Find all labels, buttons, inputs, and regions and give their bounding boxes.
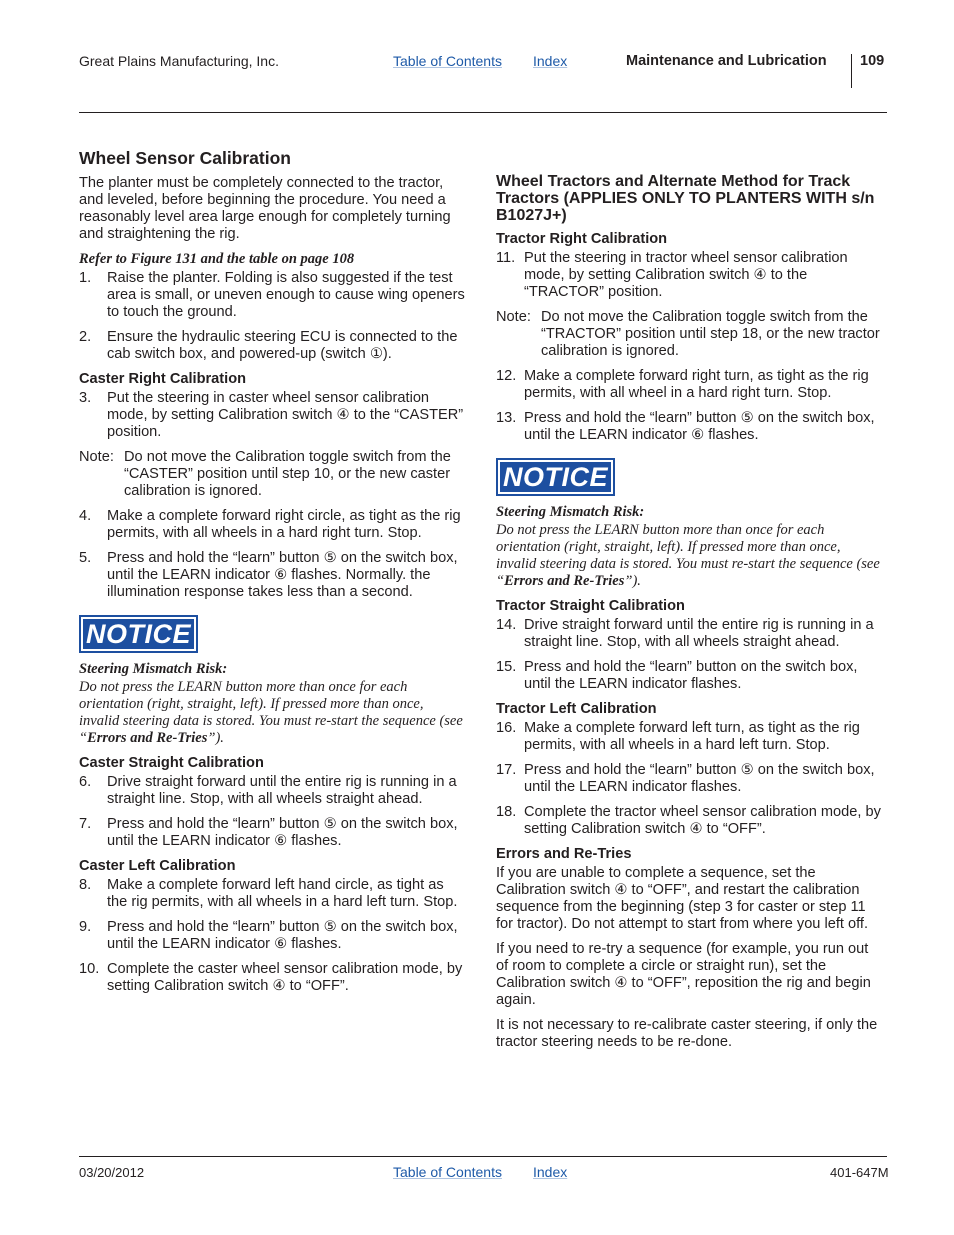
step-number: 6. [79,774,92,790]
notice-text: Do not press the LEARN button more than once for each orientation (right, straight, left). If pressed more than once, invalid steering data is stored. You must re-start the sequence (see “ [496,522,880,589]
step-text: Press and hold the “learn” button on the switch box, until the LEARN indicator flashes. [524,659,858,692]
step-number: 8. [79,877,92,893]
tractor-straight-heading: Tractor Straight Calibration [496,598,685,614]
step-item [496,762,884,796]
step-number: 7. [79,816,92,832]
page-number: 109 [860,53,885,69]
step-text: Complete the caster wheel sensor calibration mode, by setting Calibration switch ④ to “OFF”. [107,961,463,994]
step-item [79,877,467,911]
section-title: Maintenance and Lubrication [626,53,827,69]
step-number: 10. [79,961,100,977]
step-text: Make a complete forward right turn, as tight as the rig permits, with all wheel in a hard right turn. Stop. [524,368,869,401]
step-number: 5. [79,550,92,566]
errors-reference: Errors and Re-Tries [504,573,625,589]
index-link[interactable]: Index [533,53,568,69]
document-number: 401-647M [830,1165,889,1180]
caster-straight-heading: Caster Straight Calibration [79,755,264,771]
step-number: 3. [79,390,92,406]
step-text: Make a complete forward right circle, as tight as the rig permits, with all wheels in a hard right turn. Stop. [107,508,461,541]
table-of-contents-link[interactable]: Table of Contents [393,53,502,69]
step-text: Press and hold the “learn” button ⑤ on the switch box, until the LEARN indicator ⑥ flashes. Normally. the illumination response takes less than a second. [107,550,458,600]
figure-reference: Refer to Figure 131 and the table on page 108 [79,251,355,267]
left-column [79,148,467,1003]
step-item [496,659,884,693]
errors-paragraph: If you are unable to complete a sequence, set the Calibration switch ④ to “OFF”, and restart the calibration sequence from the beginning (step 3 for caster or step 11 for tractor). Do not attempt to start from where you left off. [496,865,869,932]
notice-badge: NOTICE [496,458,615,496]
note-text: Do not move the Calibration toggle switch from the “CASTER” position until step 10, or the new caster calibration is ignored. [124,449,451,499]
notice-text-end: ”). [624,573,641,589]
step-text: Complete the tractor wheel sensor calibration mode, by setting Calibration switch ④ to “OFF”. [524,804,881,837]
step-number: 17. [496,762,517,778]
step-number: 1. [79,270,92,286]
step-text: Drive straight forward until the entire rig is running in a straight line. Stop, with all wheels straight ahead. [524,617,874,650]
note [79,449,467,500]
step-text: Put the steering in caster wheel sensor calibration mode, by setting Calibration switch ④ to the “CASTER” position. [107,390,464,440]
step-item [496,410,884,444]
notice-badge: NOTICE [79,615,198,653]
note-label: Note: [79,449,114,465]
note-text: Do not move the Calibration toggle switch from the “TRACTOR” position until step 18, or the new tractor calibration is ignored. [541,309,880,359]
step-text: Put the steering in tractor wheel sensor calibration mode, by setting Calibration switch ④ to the “TRACTOR” position. [524,250,848,300]
tractor-left-heading: Tractor Left Calibration [496,701,657,717]
step-text: Press and hold the “learn” button ⑤ on the switch box, until the LEARN indicator ⑥ flashes. [107,816,458,849]
step-item [79,774,467,808]
step-text: Raise the planter. Folding is also suggested if the test area is small, or uneven enough to cause wing openers to touch the ground. [107,270,465,320]
footer-rule [79,1156,887,1157]
step-item [496,617,884,651]
step-number: 15. [496,659,517,675]
notice-text-end: ”). [207,730,224,746]
step-item [79,508,467,542]
notice-body [496,522,884,590]
errors-paragraph: If you need to re-try a sequence (for example, you run out of room to complete a circle or straight run), set the Calibration switch ④ to “OFF”, reposition the rig and begin again. [496,941,871,1008]
step-item [79,390,467,441]
header-rule [79,112,887,113]
right-column [496,173,884,1059]
step-text: Ensure the hydraulic steering ECU is connected to the cab switch box, and powered-up (switch ①). [107,329,458,362]
header-divider [851,54,852,88]
step-number: 13. [496,410,517,426]
step-text: Press and hold the “learn” button ⑤ on the switch box, until the LEARN indicator flashes. [524,762,875,795]
step-number: 12. [496,368,517,384]
company-name: Great Plains Manufacturing, Inc. [79,53,279,69]
errors-heading: Errors and Re-Tries [496,846,632,862]
note-label: Note: [496,309,531,325]
errors-paragraph: It is not necessary to re-calibrate caster steering, if only the tractor steering needs to be re-done. [496,1017,878,1050]
notice-text: Do not press the LEARN button more than once for each orientation (right, straight, left). If pressed more than once, invalid steering data is stored. You must re-start the sequence (see “ [79,679,463,746]
step-item [496,250,884,301]
notice-title: Steering Mismatch Risk: [496,504,645,520]
step-number: 2. [79,329,92,345]
step-item [79,961,467,995]
step-text: Press and hold the “learn” button ⑤ on the switch box, until the LEARN indicator ⑥ flashes. [524,410,875,443]
step-item [79,919,467,953]
step-text: Drive straight forward until the entire rig is running in a straight line. Stop, with all wheels straight ahead. [107,774,457,807]
note [496,309,884,360]
tractor-right-heading: Tractor Right Calibration [496,231,668,247]
step-item [496,368,884,402]
step-text: Make a complete forward left turn, as tight as the rig permits, with all wheels in a hard left turn. Stop. [524,720,860,753]
step-number: 4. [79,508,92,524]
footer-index-link[interactable]: Index [533,1164,568,1180]
caster-right-heading: Caster Right Calibration [79,371,247,387]
publication-date: 03/20/2012 [79,1165,145,1180]
step-number: 9. [79,919,92,935]
step-number: 18. [496,804,517,820]
notice-body [79,679,467,747]
intro-paragraph: The planter must be completely connected to the tractor, and leveled, before beginning the procedure. You need a reasonably level area large enough for completely turning and straightening the rig. [79,175,451,242]
step-item [79,270,467,321]
step-item [79,816,467,850]
step-text: Press and hold the “learn” button ⑤ on the switch box, until the LEARN indicator ⑥ flashes. [107,919,458,952]
step-item [496,804,884,838]
step-text: Make a complete forward left hand circle, as tight as the rig permits, with all wheels in a hard left turn. Stop. [107,877,458,910]
tractor-section-title: Wheel Tractors and Alternate Method for Track Tractors (APPLIES ONLY TO PLANTERS WITH s/n B1027J+) [496,173,875,224]
step-number: 11. [496,250,516,266]
page-title: Wheel Sensor Calibration [79,148,291,168]
step-item [496,720,884,754]
step-number: 14. [496,617,517,633]
step-item [79,329,467,363]
caster-left-heading: Caster Left Calibration [79,858,236,874]
notice-title: Steering Mismatch Risk: [79,661,228,677]
step-item [79,550,467,601]
footer-table-of-contents-link[interactable]: Table of Contents [393,1164,502,1180]
errors-reference: Errors and Re-Tries [87,730,208,746]
step-number: 16. [496,720,517,736]
